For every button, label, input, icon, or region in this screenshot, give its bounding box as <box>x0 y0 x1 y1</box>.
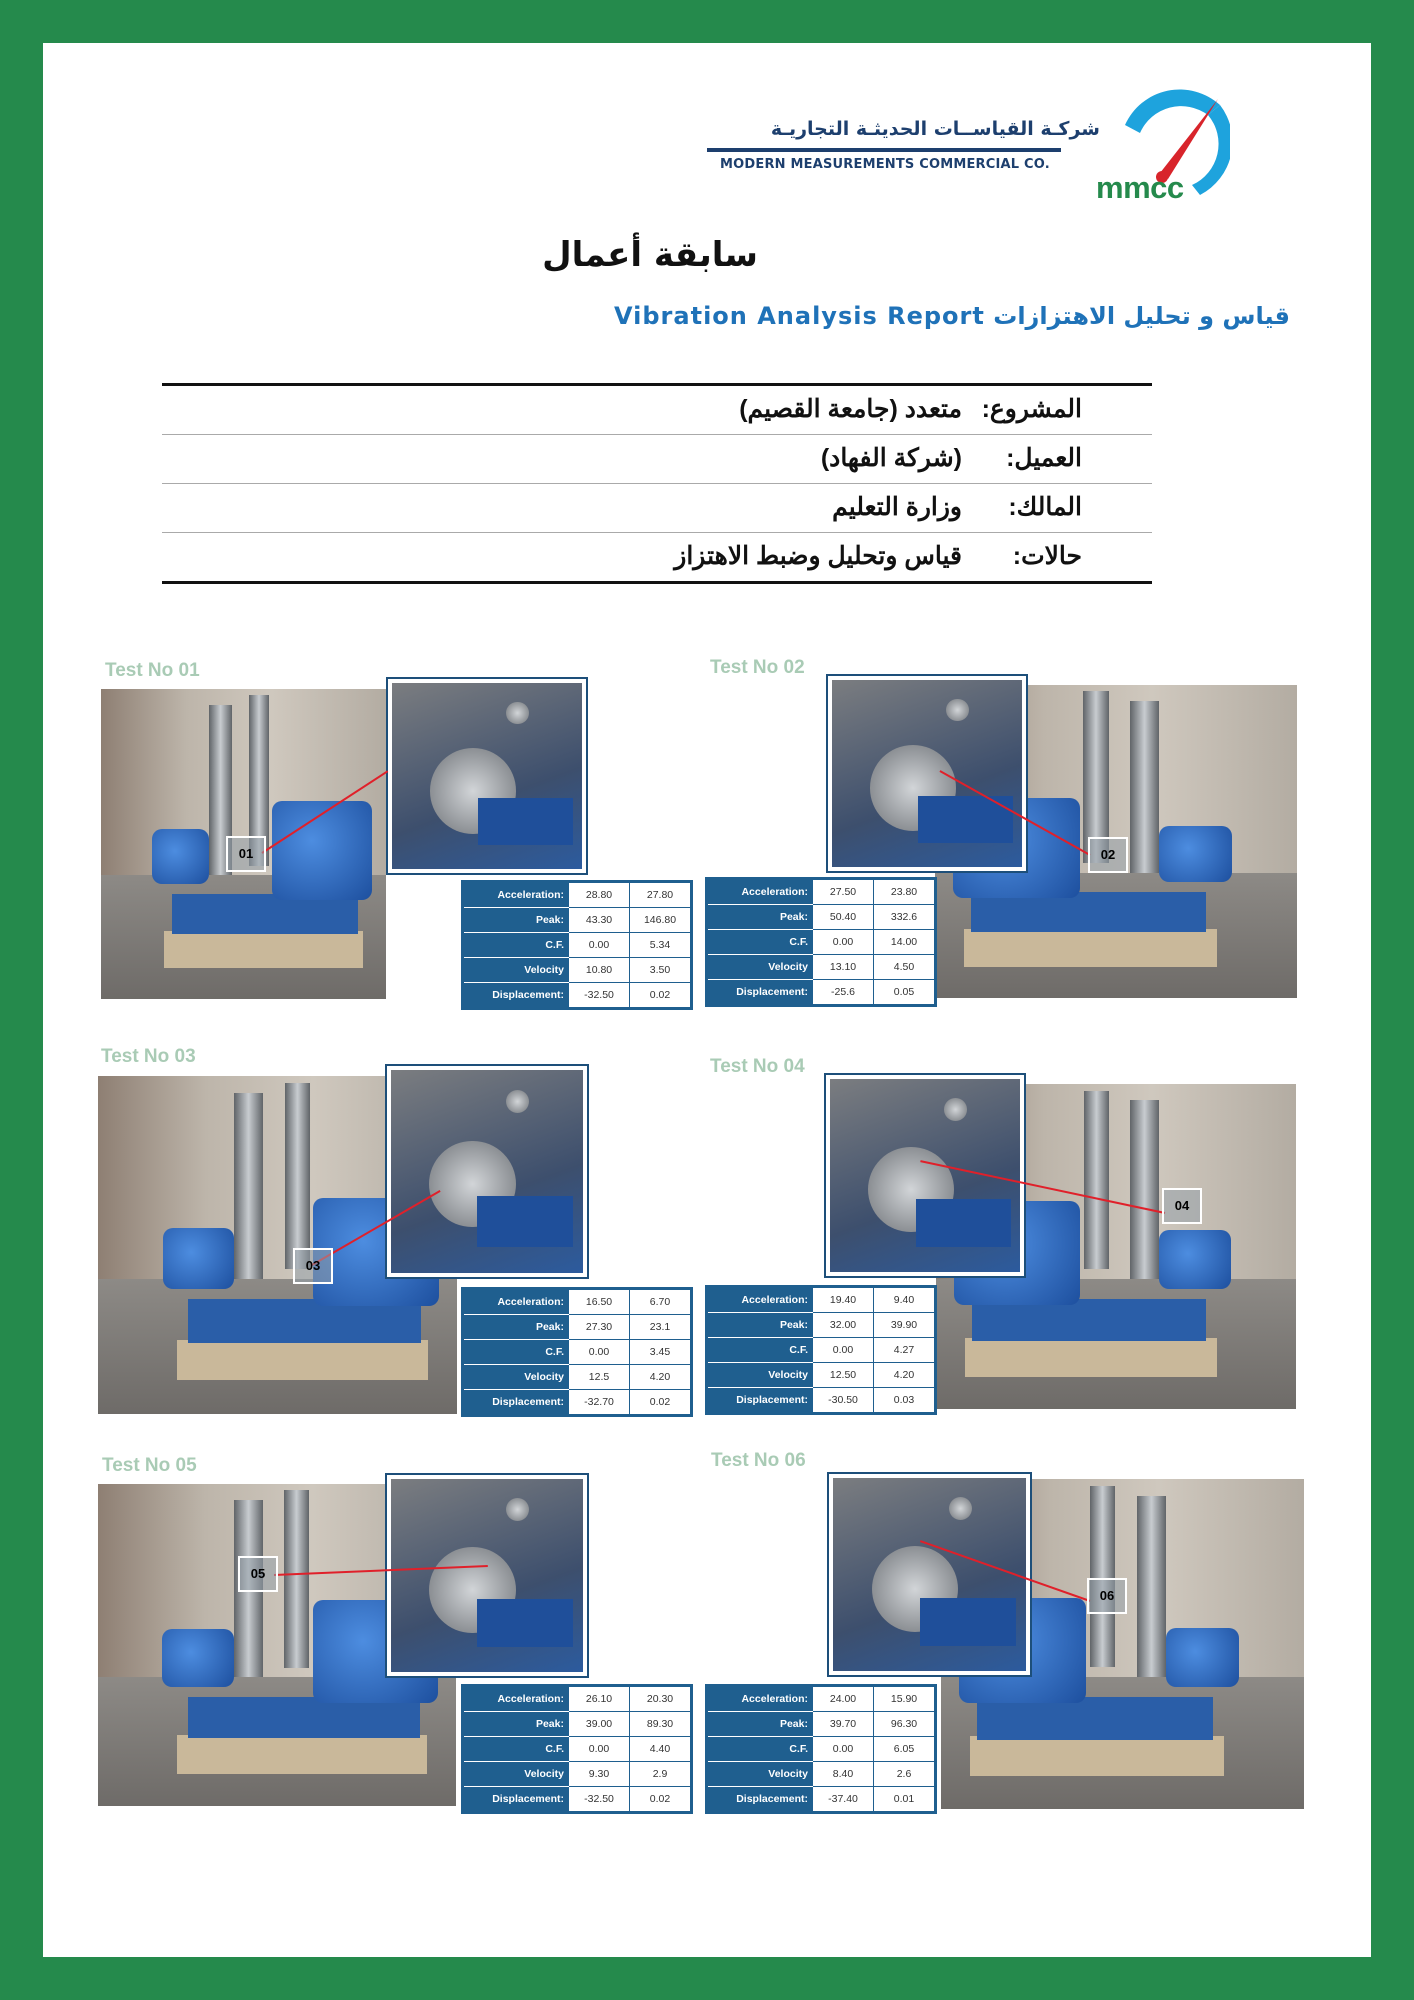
vibration-values-table <box>705 1684 937 1814</box>
row-label: Displacement: <box>707 1388 813 1414</box>
info-row-project <box>162 386 1152 435</box>
inset-shape <box>946 699 969 722</box>
vibration-values-table <box>705 877 937 1007</box>
row-label: C.F. <box>463 1737 569 1762</box>
inset-image <box>391 1070 583 1273</box>
row-label: Acceleration: <box>707 1287 813 1313</box>
value-cell: -30.50 <box>813 1388 874 1414</box>
table-row <box>707 1737 936 1762</box>
inset-shape <box>949 1497 972 1520</box>
vibration-values-table <box>705 1285 937 1415</box>
photo-pallet <box>164 931 364 968</box>
table-row <box>707 905 936 930</box>
photo-motor <box>163 1228 235 1289</box>
value-cell: -25.6 <box>813 980 874 1006</box>
value-cell: 5.34 <box>630 933 692 958</box>
row-label: Displacement: <box>707 980 813 1006</box>
value-cell: 50.40 <box>813 905 874 930</box>
zoom-inset-photo <box>385 1473 589 1678</box>
row-label: Displacement: <box>707 1787 813 1813</box>
photo-motor <box>1166 1628 1239 1687</box>
measurement-point-tag: 03 <box>293 1248 333 1284</box>
value-cell: 2.9 <box>630 1762 692 1787</box>
photo-pipe <box>234 1093 263 1279</box>
photo-pallet <box>965 1338 1217 1377</box>
value-cell: 0.00 <box>569 933 630 958</box>
table-row <box>707 1287 936 1313</box>
value-cell: 23.80 <box>874 879 936 905</box>
zoom-inset-photo <box>386 677 588 875</box>
table-row <box>463 1712 692 1737</box>
table-row <box>463 1762 692 1787</box>
table-row <box>463 1787 692 1813</box>
table-row <box>707 980 936 1006</box>
value-cell: 0.02 <box>630 1787 692 1813</box>
photo-pipe <box>285 1083 310 1269</box>
value-cell: 15.90 <box>874 1686 936 1712</box>
value-cell: 9.30 <box>569 1762 630 1787</box>
test-label: Test No 01 <box>105 660 200 681</box>
row-label: Displacement: <box>463 983 569 1009</box>
company-name-arabic: شركـة القياســات الحديثـة التجاريـة <box>770 118 1100 140</box>
value-cell: 2.6 <box>874 1762 936 1787</box>
row-label: C.F. <box>707 930 813 955</box>
value-cell: 96.30 <box>874 1712 936 1737</box>
value-cell: 20.30 <box>630 1686 692 1712</box>
measurement-point-tag: 02 <box>1088 837 1128 873</box>
zoom-inset-photo <box>826 674 1028 873</box>
row-label: Acceleration: <box>463 1686 569 1712</box>
value-cell: -37.40 <box>813 1787 874 1813</box>
value-cell: 4.20 <box>874 1363 936 1388</box>
value-cell: 89.30 <box>630 1712 692 1737</box>
row-label: Peak: <box>463 1315 569 1340</box>
photo-pallet <box>177 1340 428 1381</box>
value-cell: -32.70 <box>569 1390 630 1416</box>
table-row <box>463 1686 692 1712</box>
value-cell: 32.00 <box>813 1313 874 1338</box>
test-label: Test No 03 <box>101 1046 196 1067</box>
value-cell: 3.45 <box>630 1340 692 1365</box>
value-cell: 9.40 <box>874 1287 936 1313</box>
photo-pipe <box>284 1490 309 1667</box>
value-cell: 0.00 <box>813 1338 874 1363</box>
vibration-values-table <box>461 880 693 1010</box>
info-value: قياس وتحليل وضبط الاهتزاز <box>674 542 962 570</box>
value-cell: 8.40 <box>813 1762 874 1787</box>
value-cell: 6.70 <box>630 1289 692 1315</box>
inset-shape <box>478 798 573 845</box>
table-row <box>463 1340 692 1365</box>
value-cell: 4.27 <box>874 1338 936 1363</box>
table-row <box>463 933 692 958</box>
row-label: Velocity <box>707 955 813 980</box>
value-cell: 0.05 <box>874 980 936 1006</box>
table-row <box>463 1737 692 1762</box>
row-label: Acceleration: <box>707 1686 813 1712</box>
value-cell: 10.80 <box>569 958 630 983</box>
table-row <box>463 1390 692 1416</box>
value-cell: 12.5 <box>569 1365 630 1390</box>
value-cell: 39.00 <box>569 1712 630 1737</box>
photo-pallet <box>964 929 1217 967</box>
zoom-inset-photo <box>827 1472 1032 1677</box>
measurement-point-tag: 01 <box>226 836 266 872</box>
value-cell: 24.00 <box>813 1686 874 1712</box>
value-cell: 0.00 <box>813 1737 874 1762</box>
row-label: Displacement: <box>463 1390 569 1416</box>
inset-shape <box>506 1498 529 1521</box>
value-cell: -32.50 <box>569 1787 630 1813</box>
row-label: Acceleration: <box>463 882 569 908</box>
table-row <box>707 1388 936 1414</box>
table-row <box>463 1289 692 1315</box>
value-cell: 4.50 <box>874 955 936 980</box>
photo-motor <box>152 829 209 885</box>
table-row <box>707 1363 936 1388</box>
info-value: (شركة الفهاد) <box>820 444 962 472</box>
inset-shape <box>477 1196 573 1247</box>
row-label: C.F. <box>707 1338 813 1363</box>
photo-pipe <box>1130 1100 1159 1279</box>
value-cell: 27.80 <box>630 882 692 908</box>
test-label: Test No 05 <box>102 1455 197 1476</box>
zoom-inset-photo <box>385 1064 589 1279</box>
test-label: Test No 02 <box>710 657 805 678</box>
test-label: Test No 06 <box>711 1450 806 1471</box>
table-row <box>707 1338 936 1363</box>
measurement-point-tag: 06 <box>1087 1578 1127 1614</box>
info-row-cases <box>162 533 1152 581</box>
row-label: C.F. <box>707 1737 813 1762</box>
inset-image <box>391 1479 583 1672</box>
info-row-owner <box>162 484 1152 533</box>
row-label: C.F. <box>463 1340 569 1365</box>
value-cell: 16.50 <box>569 1289 630 1315</box>
value-cell: 0.02 <box>630 1390 692 1416</box>
row-label: Peak: <box>707 1712 813 1737</box>
value-cell: 0.02 <box>630 983 692 1009</box>
row-label: Velocity <box>463 1762 569 1787</box>
inset-shape <box>920 1598 1017 1646</box>
photo-motor <box>272 801 372 900</box>
value-cell: 27.30 <box>569 1315 630 1340</box>
mmcc-logo-text: mmcc <box>1096 170 1184 205</box>
info-label: العميل: <box>1006 444 1082 472</box>
value-cell: 39.70 <box>813 1712 874 1737</box>
table-row <box>707 1762 936 1787</box>
inset-shape <box>916 1199 1011 1247</box>
table-row <box>707 930 936 955</box>
info-value: وزارة التعليم <box>832 493 962 521</box>
info-label: المالك: <box>1008 493 1082 521</box>
photo-base <box>977 1697 1213 1740</box>
value-cell: 332.6 <box>874 905 936 930</box>
table-row <box>463 908 692 933</box>
info-row-client <box>162 435 1152 484</box>
photo-pipe <box>1090 1486 1115 1668</box>
table-row <box>463 983 692 1009</box>
test-label: Test No 04 <box>710 1056 805 1077</box>
value-cell: 12.50 <box>813 1363 874 1388</box>
photo-pallet <box>177 1735 428 1774</box>
info-label: حالات: <box>1012 542 1082 570</box>
value-cell: 6.05 <box>874 1737 936 1762</box>
value-cell: 0.00 <box>569 1737 630 1762</box>
value-cell: 14.00 <box>874 930 936 955</box>
row-label: C.F. <box>463 933 569 958</box>
row-label: Acceleration: <box>707 879 813 905</box>
row-label: Peak: <box>707 905 813 930</box>
value-cell: 39.90 <box>874 1313 936 1338</box>
page-title: سابقة أعمال <box>542 235 758 275</box>
value-cell: 27.50 <box>813 879 874 905</box>
value-cell: 13.10 <box>813 955 874 980</box>
value-cell: -32.50 <box>569 983 630 1009</box>
vibration-values-table <box>461 1684 693 1814</box>
table-row <box>707 879 936 905</box>
table-row <box>707 955 936 980</box>
inset-shape <box>506 1090 529 1113</box>
photo-pipe <box>1130 701 1159 873</box>
value-cell: 4.40 <box>630 1737 692 1762</box>
photo-motor <box>1159 826 1231 882</box>
inset-image <box>833 1478 1026 1671</box>
value-cell: 43.30 <box>569 908 630 933</box>
inset-shape <box>506 702 529 725</box>
table-row <box>463 882 692 908</box>
row-label: Velocity <box>463 958 569 983</box>
row-label: Velocity <box>707 1762 813 1787</box>
row-label: Velocity <box>707 1363 813 1388</box>
value-cell: 0.00 <box>813 930 874 955</box>
value-cell: 28.80 <box>569 882 630 908</box>
table-row <box>707 1712 936 1737</box>
table-row <box>707 1787 936 1813</box>
row-label: Displacement: <box>463 1787 569 1813</box>
photo-pallet <box>970 1736 1224 1776</box>
project-info-table <box>162 383 1152 584</box>
row-label: Acceleration: <box>463 1289 569 1315</box>
row-label: Peak: <box>707 1313 813 1338</box>
vibration-values-table <box>461 1287 693 1417</box>
table-row <box>463 958 692 983</box>
row-label: Velocity <box>463 1365 569 1390</box>
value-cell: 0.03 <box>874 1388 936 1414</box>
table-row <box>707 1686 936 1712</box>
photo-motor <box>162 1629 234 1687</box>
inset-shape <box>944 1098 967 1121</box>
value-cell: 0.01 <box>874 1787 936 1813</box>
info-value: متعدد (جامعة القصيم) <box>739 395 962 423</box>
photo-pipe <box>1084 1091 1109 1270</box>
measurement-point-tag: 05 <box>238 1556 278 1592</box>
inset-shape <box>477 1599 573 1647</box>
value-cell: 19.40 <box>813 1287 874 1313</box>
value-cell: 146.80 <box>630 908 692 933</box>
table-row <box>707 1313 936 1338</box>
page-subtitle: قياس و تحليل الاهتزازات Vibration Analysis Report <box>614 302 1290 330</box>
row-label: Peak: <box>463 908 569 933</box>
table-row <box>463 1315 692 1340</box>
logo-divider <box>707 148 1061 152</box>
company-name-english: MODERN MEASUREMENTS COMMERCIAL CO. <box>720 157 1050 172</box>
photo-motor <box>1159 1230 1231 1289</box>
measurement-point-tag: 04 <box>1162 1188 1202 1224</box>
value-cell: 4.20 <box>630 1365 692 1390</box>
inset-image <box>392 683 582 869</box>
table-row <box>463 1365 692 1390</box>
inset-image <box>832 680 1022 867</box>
photo-pipe <box>1137 1496 1166 1678</box>
row-label: Peak: <box>463 1712 569 1737</box>
value-cell: 0.00 <box>569 1340 630 1365</box>
value-cell: 26.10 <box>569 1686 630 1712</box>
info-label: المشروع: <box>981 395 1082 423</box>
value-cell: 23.1 <box>630 1315 692 1340</box>
value-cell: 3.50 <box>630 958 692 983</box>
